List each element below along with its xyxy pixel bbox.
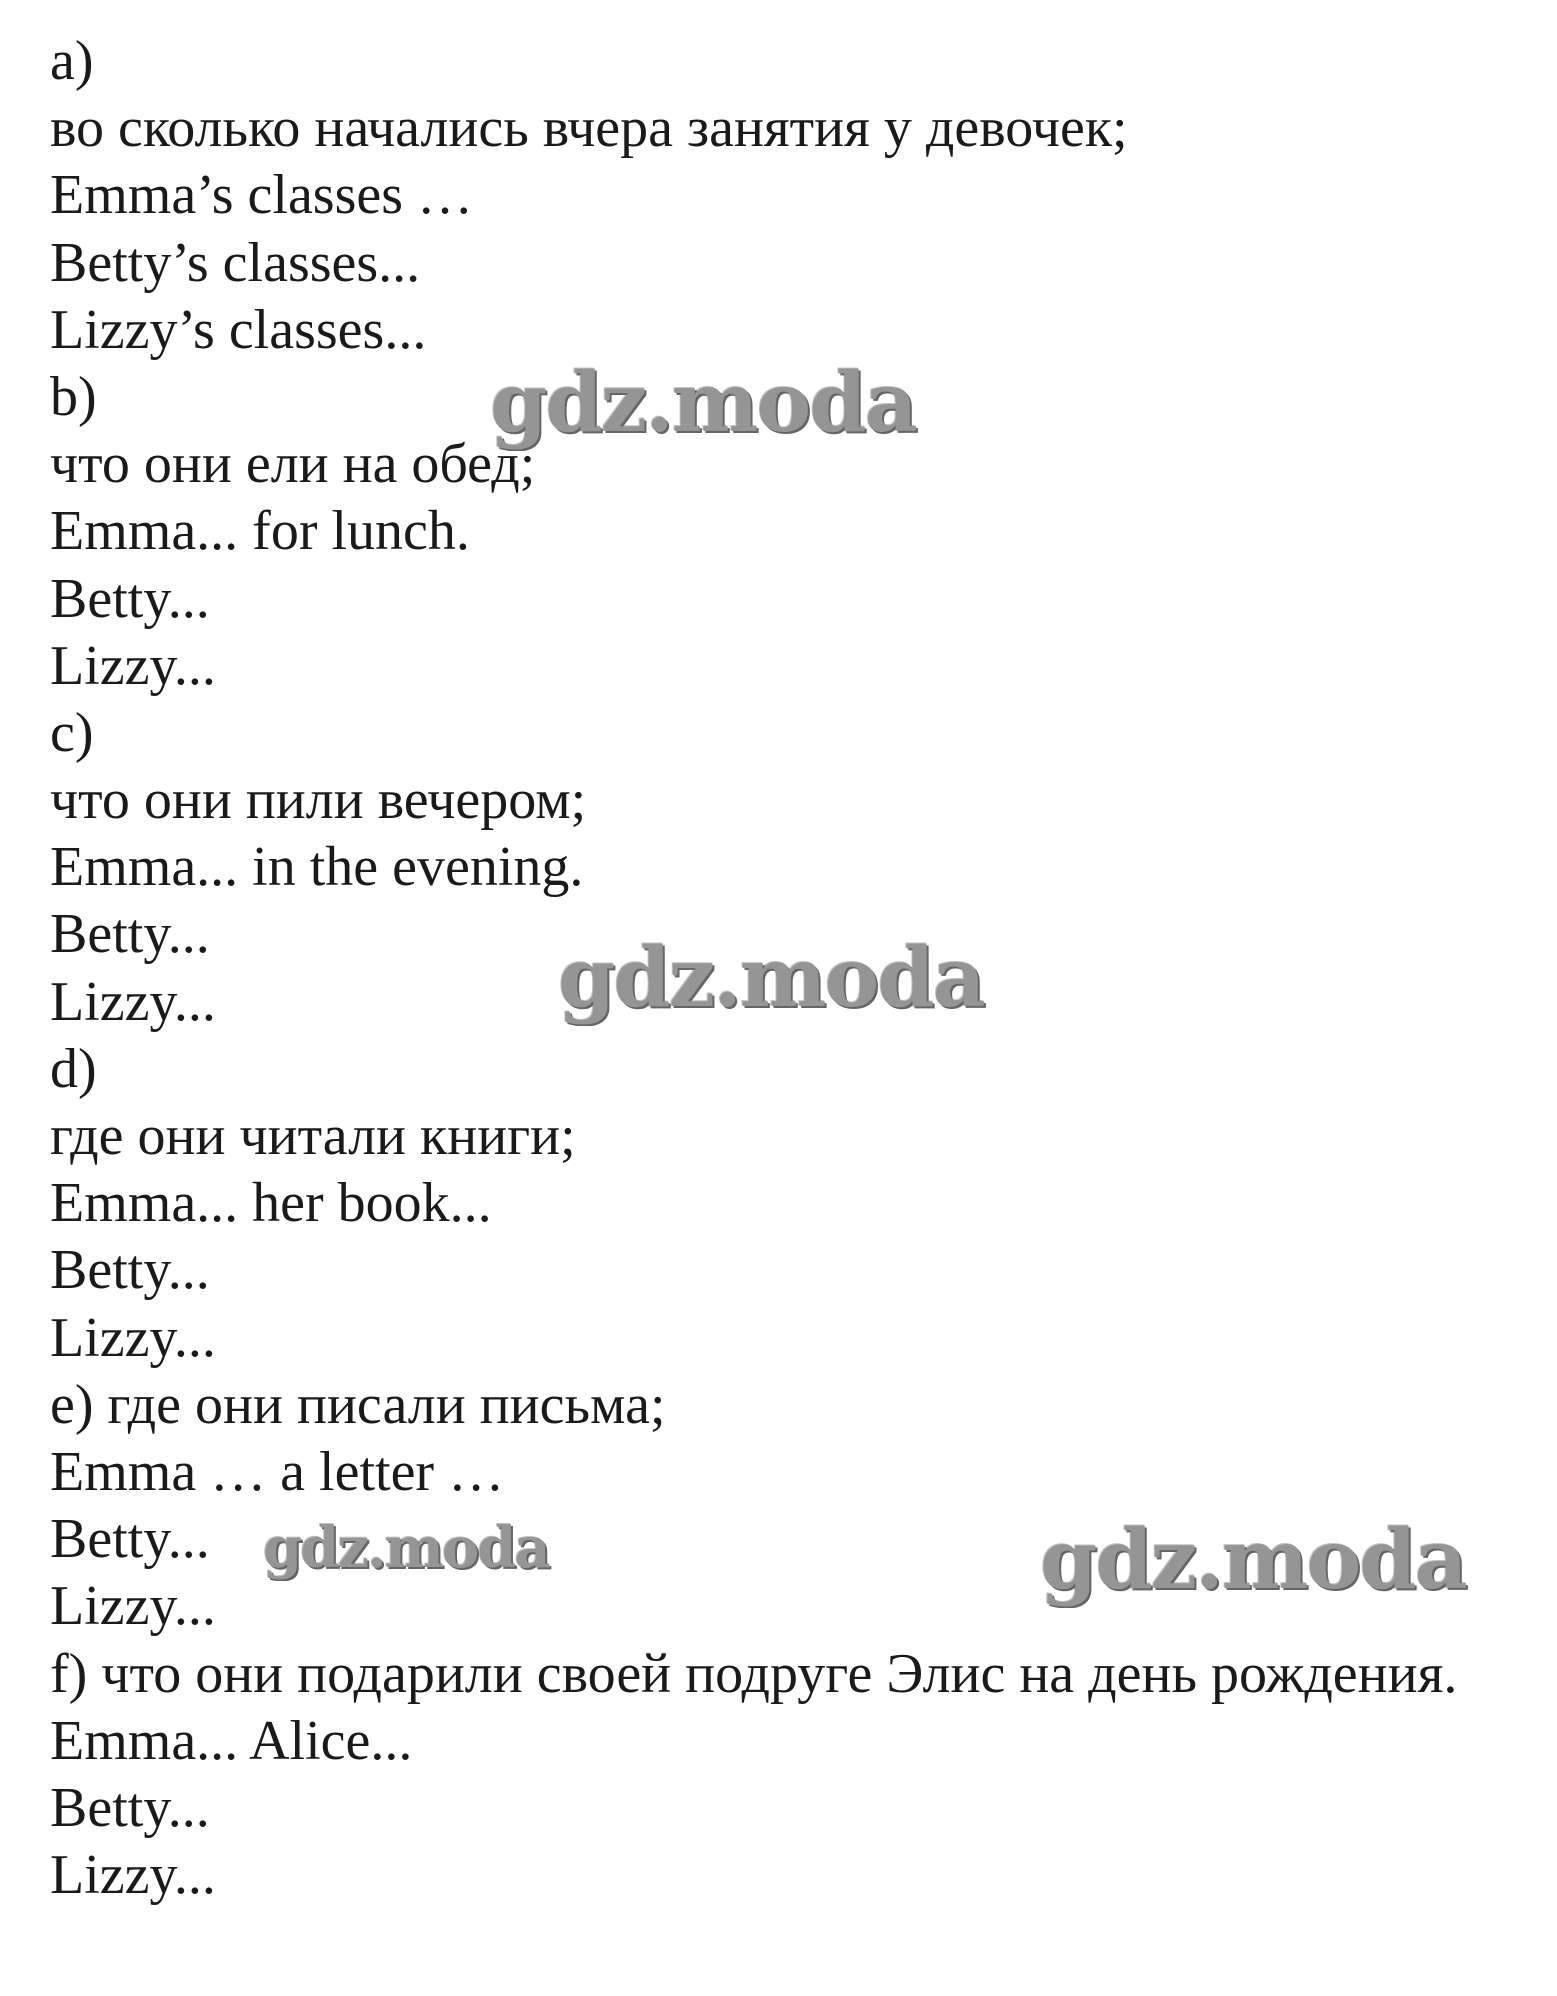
section-a-label: a) [50, 30, 94, 92]
section-e-betty: Betty... [50, 1508, 210, 1571]
section-c-emma: Emma... in the evening. [50, 836, 584, 899]
section-a-betty: Betty’s classes... [50, 231, 421, 294]
section-c-label: c) [50, 701, 94, 764]
section-f-lizzy: Lizzy... [50, 1844, 216, 1907]
section-f-betty: Betty... [50, 1776, 210, 1839]
section-b-betty: Betty... [50, 567, 210, 630]
watermark: gdz.moda [263, 1515, 549, 1581]
section-e-lizzy: Lizzy... [50, 1575, 216, 1638]
section-c-betty: Betty... [50, 903, 210, 966]
section-a-question: во сколько начались вчера занятия у девочек; [50, 97, 1128, 160]
section-b-emma: Emma... for lunch. [50, 500, 470, 563]
section-d-question: где они читали книги; [50, 1105, 576, 1167]
section-d-emma: Emma... her book... [50, 1172, 492, 1235]
section-f-emma: Emma... Alice... [50, 1709, 413, 1772]
section-c-question: что они пили вечером; [50, 769, 587, 832]
watermark: gdz.moda [490, 355, 916, 451]
section-e-question: e) где они писали письма; [50, 1373, 666, 1436]
section-a-emma: Emma’s classes … [50, 164, 474, 227]
watermark: gdz.moda [1040, 1512, 1466, 1608]
section-d-betty: Betty... [50, 1239, 210, 1302]
section-d-label: d) [50, 1037, 97, 1100]
section-b-label: b) [50, 365, 97, 428]
watermark: gdz.moda [558, 930, 984, 1026]
section-a-lizzy: Lizzy’s classes... [50, 298, 427, 361]
section-d-lizzy: Lizzy... [50, 1306, 216, 1369]
section-e-emma: Emma … a letter … [50, 1440, 505, 1503]
section-b-question: что они ели на обед; [50, 433, 536, 496]
section-b-lizzy: Lizzy... [50, 634, 216, 697]
section-c-lizzy: Lizzy... [50, 970, 216, 1033]
section-f-question: f) что они подарили своей подруге Элис на день рождения. [50, 1642, 1458, 1705]
